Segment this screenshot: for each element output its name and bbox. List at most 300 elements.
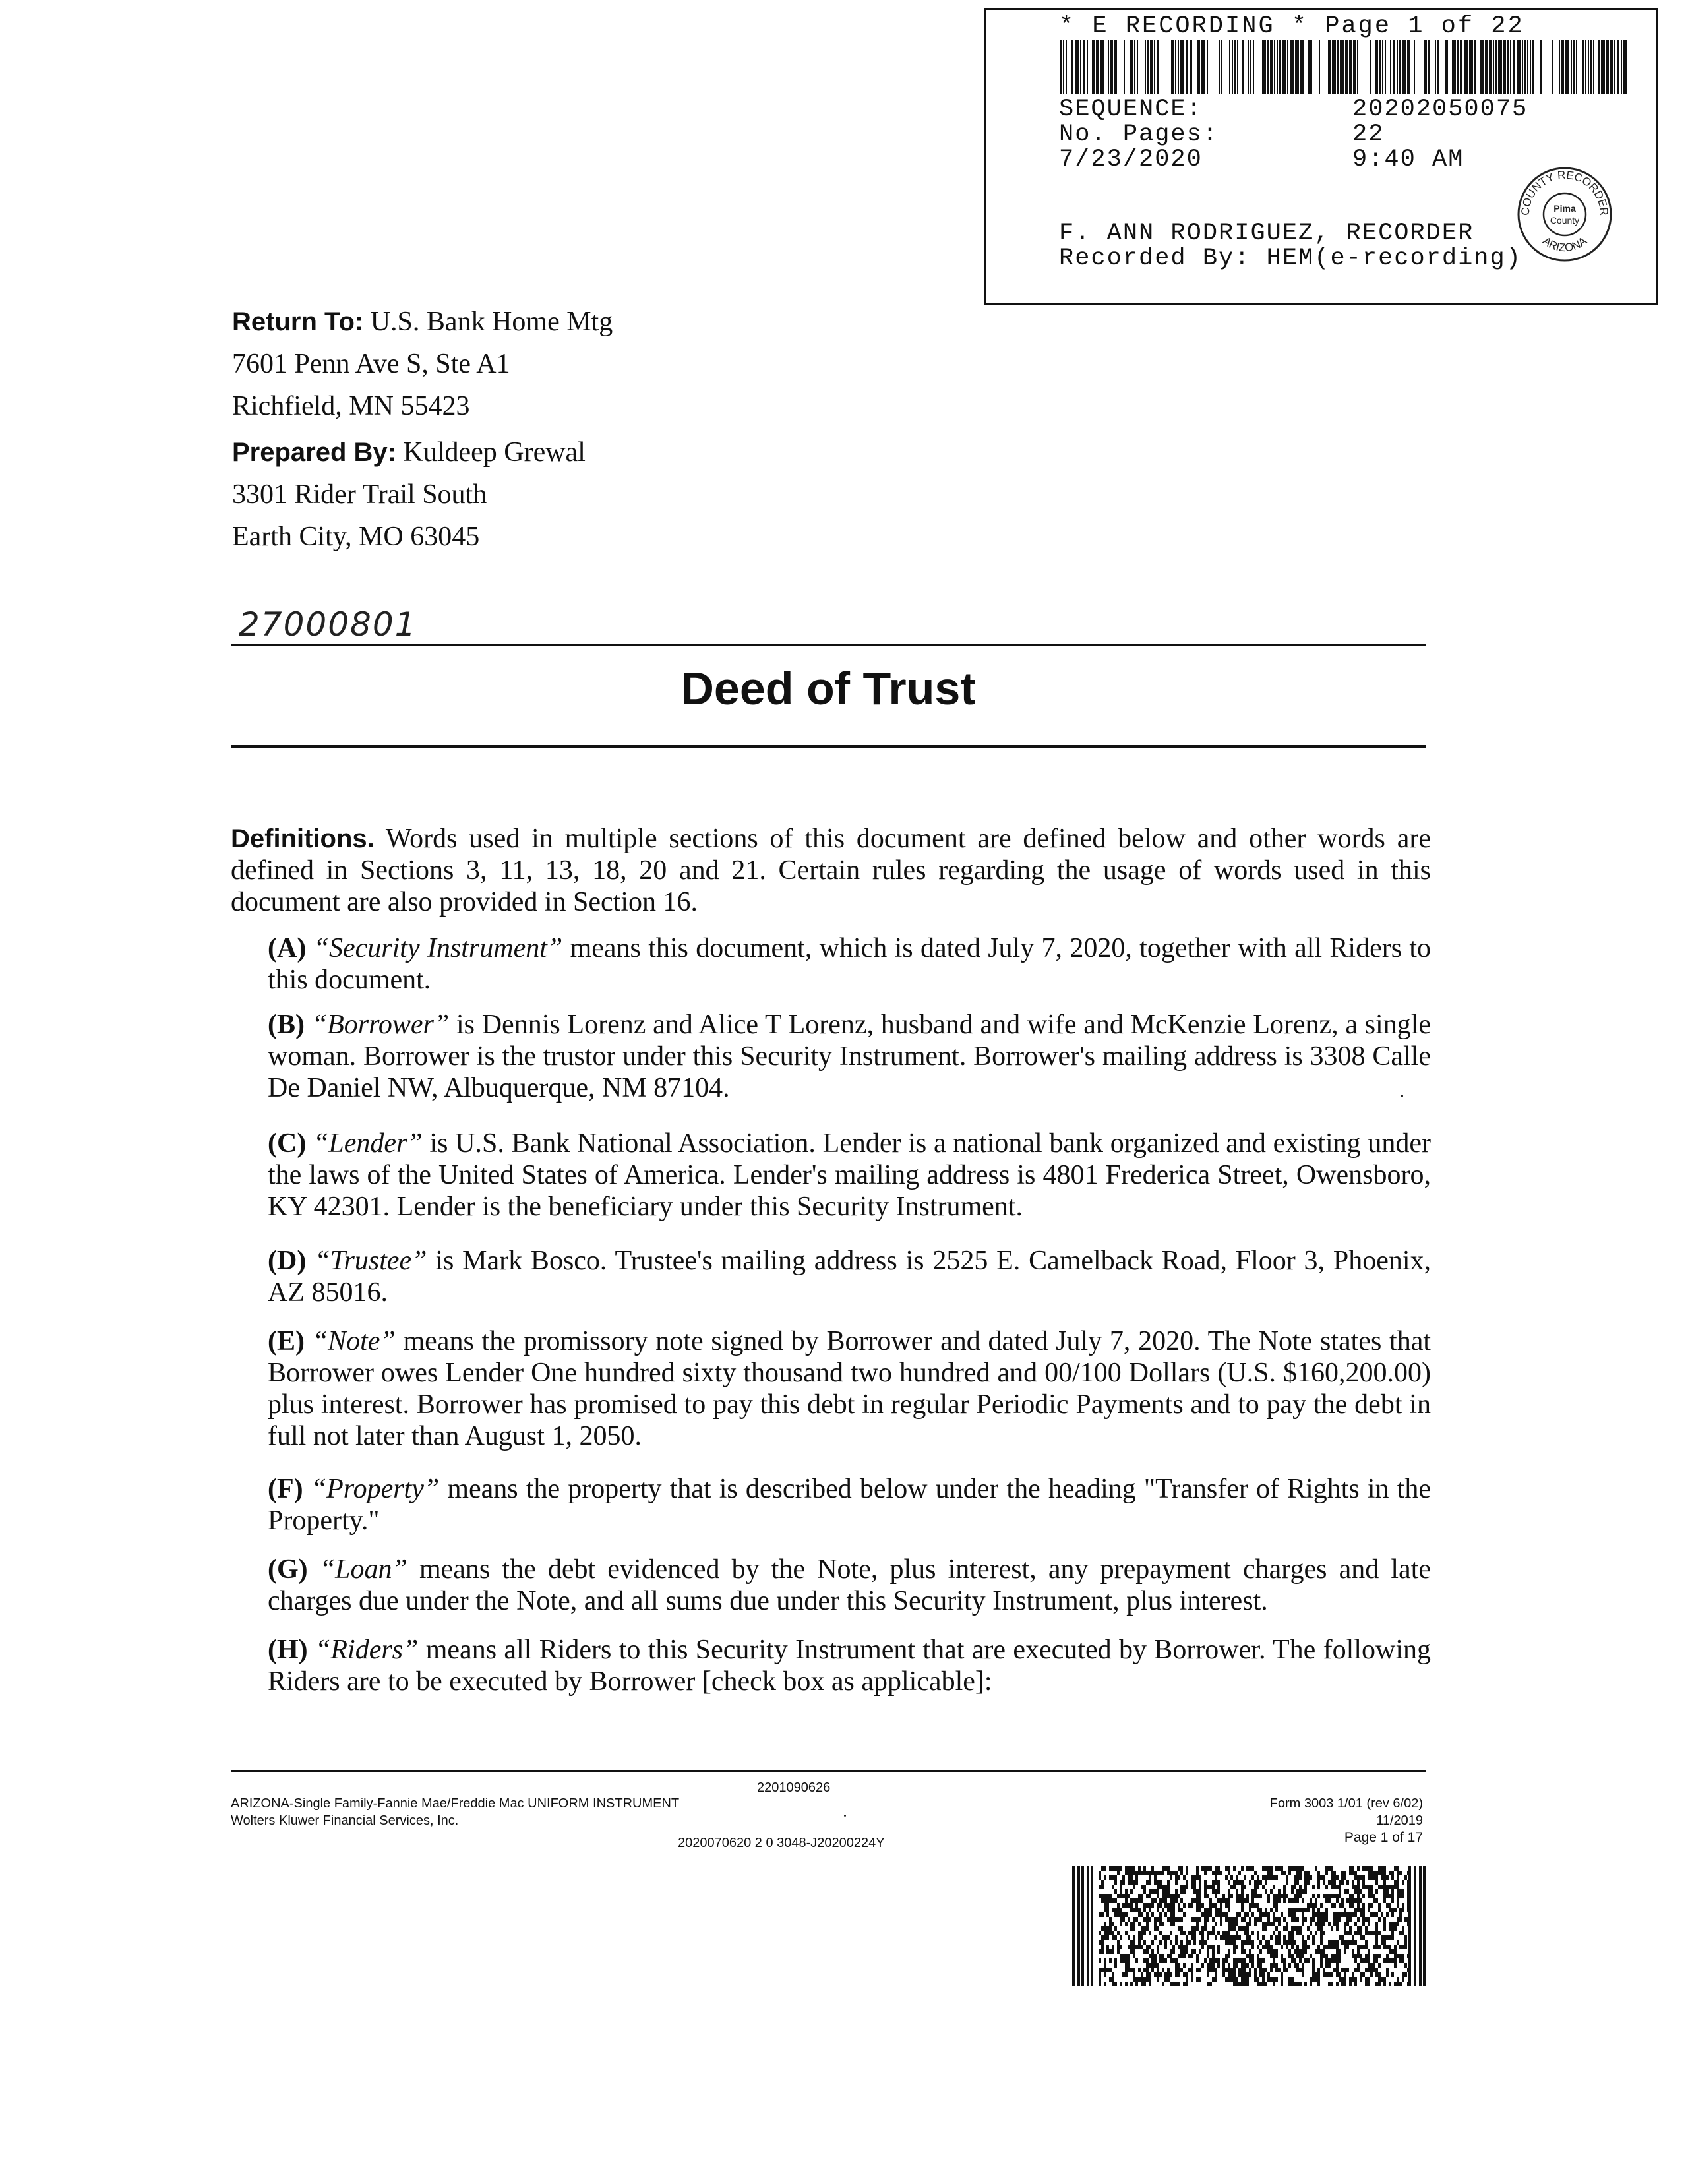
barcode-module: [1328, 1958, 1331, 1963]
barcode-module: [1125, 1903, 1128, 1908]
barcode-module: [1130, 1945, 1133, 1949]
barcode-module: [1191, 1917, 1193, 1922]
barcode-module: [1262, 1935, 1265, 1940]
barcode-module: [1225, 1958, 1228, 1963]
barcode-module: [1267, 1945, 1270, 1949]
barcode-module: [1354, 1912, 1357, 1917]
barcode-module: [1302, 1935, 1304, 1940]
barcode-module: [1135, 1958, 1138, 1963]
barcode-module: [1196, 1908, 1199, 1912]
barcode-module: [1307, 1875, 1310, 1880]
barcode-module: [1296, 1968, 1299, 1972]
barcode-bar: [1576, 40, 1577, 94]
barcode-module: [1241, 1977, 1244, 1982]
barcode-module: [1104, 1963, 1106, 1968]
barcode-bar: [1186, 40, 1188, 94]
barcode-module: [1323, 1880, 1325, 1885]
barcode-module: [1159, 1922, 1162, 1926]
barcode-module: [1154, 1871, 1157, 1875]
barcode-module: [1259, 1958, 1262, 1963]
barcode-bar: [1242, 40, 1244, 94]
barcode-module: [1099, 1972, 1101, 1977]
barcode-module: [1135, 1898, 1138, 1903]
barcode-module: [1312, 1977, 1315, 1982]
barcode-module: [1215, 1922, 1217, 1926]
barcode-module: [1196, 1871, 1199, 1875]
barcode-module: [1201, 1935, 1204, 1940]
barcode-module: [1389, 1871, 1391, 1875]
barcode-module: [1320, 1954, 1323, 1958]
barcode-module: [1352, 1949, 1354, 1954]
barcode-module: [1254, 1871, 1257, 1875]
barcode-module: [1294, 1958, 1296, 1963]
barcode-module: [1368, 1875, 1370, 1880]
barcode-module: [1323, 1968, 1325, 1972]
barcode-module: [1178, 1968, 1180, 1972]
barcode-module: [1178, 1903, 1180, 1908]
barcode-module: [1275, 1875, 1278, 1880]
barcode-module: [1325, 1954, 1328, 1958]
barcode-module: [1328, 1866, 1331, 1871]
barcode-module: [1257, 1945, 1259, 1949]
barcode-module: [1109, 1977, 1112, 1982]
barcode-module: [1394, 1880, 1397, 1885]
barcode-module: [1373, 1968, 1375, 1972]
barcode-module: [1233, 1982, 1236, 1986]
barcode-bar: [1489, 40, 1492, 94]
barcode-module: [1283, 1894, 1286, 1898]
barcode-module: [1249, 1917, 1251, 1922]
barcode-module: [1323, 1972, 1325, 1977]
barcode-module: [1267, 1898, 1270, 1903]
barcode-module: [1222, 1935, 1225, 1940]
barcode-module: [1183, 1903, 1186, 1908]
barcode-module: [1375, 1871, 1378, 1875]
barcode-module: [1402, 1903, 1404, 1908]
barcode-module: [1391, 1898, 1394, 1903]
barcode-module: [1133, 1908, 1135, 1912]
barcode-module: [1138, 1908, 1141, 1912]
barcode-module: [1122, 1917, 1125, 1922]
barcode-module: [1172, 1894, 1175, 1898]
barcode-module: [1104, 1972, 1106, 1977]
barcode-module: [1275, 1908, 1278, 1912]
barcode-module: [1391, 1908, 1394, 1912]
barcode-bar: [1621, 40, 1622, 94]
definition-term: “Property”: [311, 1474, 440, 1504]
barcode-module: [1370, 1903, 1373, 1908]
barcode-module: [1259, 1940, 1262, 1945]
barcode-module: [1117, 1945, 1120, 1949]
barcode-module: [1175, 1963, 1178, 1968]
barcode-module: [1183, 1963, 1186, 1968]
barcode-module: [1167, 1972, 1170, 1977]
barcode-module: [1099, 1875, 1101, 1880]
barcode-module: [1133, 1940, 1135, 1945]
barcode-module: [1138, 1968, 1141, 1972]
barcode-module: [1244, 1940, 1246, 1945]
barcode-module: [1244, 1982, 1246, 1986]
barcode-module: [1241, 1866, 1244, 1871]
barcode-bar: [1300, 40, 1304, 94]
barcode-module: [1207, 1917, 1209, 1922]
barcode-module: [1286, 1968, 1288, 1972]
definition-item-c: [268, 1128, 1431, 1223]
barcode-module: [1138, 1940, 1141, 1945]
barcode-module: [1228, 1931, 1230, 1935]
barcode-module: [1378, 1945, 1381, 1949]
barcode-module: [1162, 1968, 1164, 1972]
barcode-module: [1157, 1871, 1159, 1875]
barcode-bar: [1066, 40, 1067, 94]
barcode-module: [1370, 1894, 1373, 1898]
barcode-bar: [1308, 40, 1312, 94]
barcode-module: [1151, 1898, 1154, 1903]
barcode-module: [1109, 1875, 1112, 1880]
barcode-module: [1193, 1898, 1196, 1903]
barcode-module: [1146, 1903, 1149, 1908]
barcode-module: [1304, 1982, 1307, 1986]
barcode-module: [1391, 1926, 1394, 1931]
barcode-module: [1130, 1926, 1133, 1931]
barcode-module: [1233, 1945, 1236, 1949]
barcode-module: [1125, 1871, 1128, 1875]
barcode-module: [1310, 1931, 1312, 1935]
barcode-module: [1217, 1885, 1220, 1889]
barcode-bar: [1096, 40, 1099, 94]
barcode-module: [1172, 1917, 1175, 1922]
barcode-module: [1199, 1898, 1201, 1903]
barcode-module: [1302, 1866, 1304, 1871]
scan-speck: [844, 1815, 846, 1817]
barcode-module: [1402, 1889, 1404, 1894]
barcode-module: [1312, 1958, 1315, 1963]
barcode-module: [1302, 1889, 1304, 1894]
barcode-module: [1291, 1954, 1294, 1958]
barcode-module: [1294, 1912, 1296, 1917]
barcode-module: [1133, 1977, 1135, 1982]
barcode-module: [1331, 1866, 1333, 1871]
barcode-module: [1273, 1917, 1275, 1922]
barcode-module: [1112, 1898, 1114, 1903]
barcode-module: [1114, 1908, 1117, 1912]
barcode-module: [1238, 1935, 1241, 1940]
barcode-bar: [1290, 40, 1294, 94]
barcode-bar: [1319, 40, 1320, 94]
barcode-module: [1170, 1922, 1172, 1926]
barcode-module: [1225, 1866, 1228, 1871]
barcode-module: [1099, 1949, 1101, 1954]
barcode-module: [1236, 1982, 1238, 1986]
barcode-module: [1246, 1940, 1249, 1945]
barcode-module: [1317, 1917, 1320, 1922]
barcode-module: [1133, 1949, 1135, 1954]
barcode-module: [1204, 1866, 1207, 1871]
barcode-module: [1191, 1963, 1193, 1968]
barcode-module: [1154, 1963, 1157, 1968]
barcode-module: [1299, 1968, 1302, 1972]
barcode-module: [1265, 1940, 1267, 1945]
barcode-module: [1286, 1926, 1288, 1931]
barcode-module: [1233, 1972, 1236, 1977]
barcode-module: [1339, 1894, 1341, 1898]
barcode-module: [1217, 1963, 1220, 1968]
barcode-module: [1294, 1866, 1296, 1871]
barcode-module: [1228, 1977, 1230, 1982]
barcode-module: [1375, 1889, 1378, 1894]
barcode-module: [1262, 1922, 1265, 1926]
barcode-module: [1251, 1875, 1254, 1880]
definition-text: is Mark Bosco. Trustee's mailing address is 2525 E. Camelback Road, Floor 3, Phoenix, AZ 85016.: [268, 1246, 1432, 1308]
barcode-module: [1209, 1963, 1212, 1968]
barcode-module: [1141, 1885, 1143, 1889]
barcode-module: [1267, 1894, 1270, 1898]
barcode-module: [1375, 1931, 1378, 1935]
barcode-module: [1128, 1935, 1130, 1940]
barcode-module: [1199, 1917, 1201, 1922]
barcode-module: [1373, 1954, 1375, 1958]
barcode-module: [1397, 1922, 1399, 1926]
barcode-bar: [1370, 40, 1372, 94]
barcode-module: [1391, 1871, 1394, 1875]
barcode-module: [1199, 1908, 1201, 1912]
barcode-module: [1241, 1940, 1244, 1945]
barcode-bar: [1530, 40, 1531, 94]
barcode-module: [1296, 1949, 1299, 1954]
barcode-module: [1281, 1871, 1283, 1875]
barcode-module: [1294, 1940, 1296, 1945]
barcode-module: [1386, 1945, 1389, 1949]
barcode-module: [1215, 1908, 1217, 1912]
barcode-module: [1402, 1977, 1404, 1982]
barcode-bar: [1080, 40, 1081, 94]
barcode-module: [1220, 1922, 1222, 1926]
barcode-module: [1101, 1935, 1104, 1940]
definition-tag: (H): [268, 1635, 308, 1665]
barcode-module: [1159, 1871, 1162, 1875]
barcode-module: [1117, 1940, 1120, 1945]
barcode-module: [1286, 1922, 1288, 1926]
barcode-module: [1360, 1926, 1362, 1931]
barcode-module: [1204, 1912, 1207, 1917]
return-to-name: U.S. Bank Home Mtg: [370, 307, 613, 337]
barcode-module: [1317, 1908, 1320, 1912]
barcode-module: [1186, 1940, 1188, 1945]
barcode-module: [1143, 1958, 1146, 1963]
barcode-module: [1331, 1875, 1333, 1880]
barcode-module: [1254, 1894, 1257, 1898]
barcode-module: [1215, 1894, 1217, 1898]
barcode-module: [1130, 1875, 1133, 1880]
barcode-module: [1259, 1894, 1262, 1898]
barcode-module: [1259, 1963, 1262, 1968]
seal-top-text: COUNTY RECORDER: [1519, 168, 1611, 216]
barcode-module: [1241, 1903, 1244, 1908]
barcode-module: [1178, 1894, 1180, 1898]
barcode-module: [1275, 1903, 1278, 1908]
barcode-module: [1312, 1908, 1315, 1912]
barcode-module: [1357, 1968, 1360, 1972]
barcode-module: [1317, 1871, 1320, 1875]
barcode-module: [1212, 1977, 1215, 1982]
barcode-bar: [1375, 40, 1378, 94]
barcode-module: [1378, 1866, 1381, 1871]
barcode-module: [1394, 1982, 1397, 1986]
barcode-module: [1357, 1894, 1360, 1898]
barcode-module: [1296, 1871, 1299, 1875]
barcode-module: [1397, 1871, 1399, 1875]
barcode-module: [1273, 1931, 1275, 1935]
barcode-module: [1317, 1949, 1320, 1954]
barcode-module: [1312, 1917, 1315, 1922]
barcode-module: [1383, 1922, 1386, 1926]
barcode-bar: [1357, 40, 1358, 94]
barcode-module: [1114, 1889, 1117, 1894]
barcode-module: [1162, 1958, 1164, 1963]
barcode-module: [1233, 1922, 1236, 1926]
barcode-module: [1254, 1880, 1257, 1885]
barcode-module: [1312, 1935, 1315, 1940]
barcode-module: [1320, 1931, 1323, 1935]
barcode-module: [1333, 1903, 1336, 1908]
barcode-module: [1122, 1875, 1125, 1880]
barcode-module: [1246, 1912, 1249, 1917]
barcode-module: [1236, 1894, 1238, 1898]
barcode-module: [1172, 1982, 1175, 1986]
barcode-module: [1354, 1889, 1357, 1894]
barcode-module: [1270, 1954, 1273, 1958]
barcode-module: [1281, 1977, 1283, 1982]
barcode-module: [1225, 1875, 1228, 1880]
barcode-module: [1257, 1917, 1259, 1922]
barcode-module: [1317, 1922, 1320, 1926]
barcode-module: [1212, 1903, 1215, 1908]
definition-tag: (A): [268, 933, 307, 963]
barcode-module: [1344, 1922, 1346, 1926]
barcode-module: [1133, 1972, 1135, 1977]
barcode-module: [1146, 1926, 1149, 1931]
barcode-bar: [1503, 40, 1506, 94]
barcode-module: [1368, 1917, 1370, 1922]
barcode-module: [1125, 1958, 1128, 1963]
barcode-module: [1170, 1898, 1172, 1903]
barcode-module: [1238, 1968, 1241, 1972]
barcode-module: [1383, 1926, 1386, 1931]
barcode-module: [1273, 1954, 1275, 1958]
barcode-module: [1389, 1949, 1391, 1954]
barcode-module: [1394, 1926, 1397, 1931]
barcode-module: [1225, 1935, 1228, 1940]
barcode-module: [1296, 1963, 1299, 1968]
pages-label: No. Pages:: [1059, 121, 1219, 148]
barcode-bar: [1460, 40, 1462, 94]
barcode-module: [1368, 1866, 1370, 1871]
barcode-module: [1341, 1871, 1344, 1875]
barcode-bar: [1180, 40, 1184, 94]
recorded-by: Recorded By: HEM(e-recording): [1059, 245, 1522, 272]
barcode-module: [1212, 1871, 1215, 1875]
barcode-module: [1159, 1954, 1162, 1958]
barcode-module: [1186, 1871, 1188, 1875]
return-to-line2: Richfield, MN 55423: [232, 391, 470, 421]
barcode-module: [1362, 1866, 1365, 1871]
barcode-module: [1117, 1894, 1120, 1898]
barcode-module: [1204, 1880, 1207, 1885]
barcode-module: [1273, 1963, 1275, 1968]
document-title: Deed of Trust: [680, 663, 976, 714]
barcode-module: [1138, 1898, 1141, 1903]
barcode-module: [1357, 1963, 1360, 1968]
barcode-module: [1180, 1889, 1183, 1894]
barcode-module: [1291, 1945, 1294, 1949]
barcode-module: [1141, 1926, 1143, 1931]
barcode-module: [1183, 1912, 1186, 1917]
barcode-module: [1365, 1866, 1368, 1871]
barcode-module: [1230, 1972, 1233, 1977]
barcode-module: [1251, 1898, 1254, 1903]
barcode-module: [1207, 1908, 1209, 1912]
title-rule-top: [231, 644, 1426, 646]
barcode-module: [1265, 1945, 1267, 1949]
barcode-module: [1286, 1875, 1288, 1880]
barcode-module: [1362, 1894, 1365, 1898]
barcode-bar: [1337, 40, 1339, 94]
barcode-module: [1175, 1940, 1178, 1945]
barcode-module: [1130, 1871, 1133, 1875]
barcode-module: [1257, 1963, 1259, 1968]
barcode-module: [1389, 1885, 1391, 1889]
barcode-module: [1162, 1889, 1164, 1894]
barcode-module: [1167, 1977, 1170, 1982]
barcode-module: [1117, 1949, 1120, 1954]
barcode-module: [1333, 1894, 1336, 1898]
barcode-module: [1399, 1931, 1402, 1935]
prepared-by-line2: Earth City, MO 63045: [232, 522, 480, 552]
barcode-module: [1291, 1898, 1294, 1903]
barcode-module: [1365, 1926, 1368, 1931]
barcode-module: [1207, 1968, 1209, 1972]
barcode-module: [1101, 1926, 1104, 1931]
barcode-module: [1170, 1875, 1172, 1880]
barcode-module: [1225, 1968, 1228, 1972]
barcode-module: [1157, 1917, 1159, 1922]
barcode-bar: [1232, 40, 1233, 94]
prepared-by-block: [232, 431, 586, 558]
barcode-module: [1333, 1940, 1336, 1945]
barcode-module: [1331, 1880, 1333, 1885]
barcode-module: [1249, 1958, 1251, 1963]
barcode-module: [1378, 1977, 1381, 1982]
barcode-module: [1336, 1926, 1339, 1931]
barcode-module: [1291, 1935, 1294, 1940]
barcode-module: [1141, 1931, 1143, 1935]
barcode-module: [1157, 1903, 1159, 1908]
definition-text: means the promissory note signed by Borrower and dated July 7, 2020. The Note states that Borrower owes Lender One hundred sixty thousand two hundred and 00/100 Dollars (U.S. $160,200.00) plus interest. Borrower has promised to pay this debt in regular Periodic Payments and to pay the debt in full not later than August 1, 2050.: [268, 1326, 1432, 1451]
barcode-module: [1270, 1945, 1273, 1949]
barcode-module: [1407, 1922, 1410, 1926]
barcode-module: [1099, 1968, 1101, 1972]
barcode-module: [1333, 1968, 1336, 1972]
barcode-module: [1238, 1912, 1241, 1917]
barcode-module: [1133, 1885, 1135, 1889]
barcode-module: [1368, 1949, 1370, 1954]
barcode-module: [1180, 1866, 1183, 1871]
barcode-module: [1109, 1866, 1112, 1871]
barcode-module: [1397, 1903, 1399, 1908]
barcode-module: [1344, 1926, 1346, 1931]
barcode-module: [1238, 1871, 1241, 1875]
barcode-module: [1317, 1885, 1320, 1889]
